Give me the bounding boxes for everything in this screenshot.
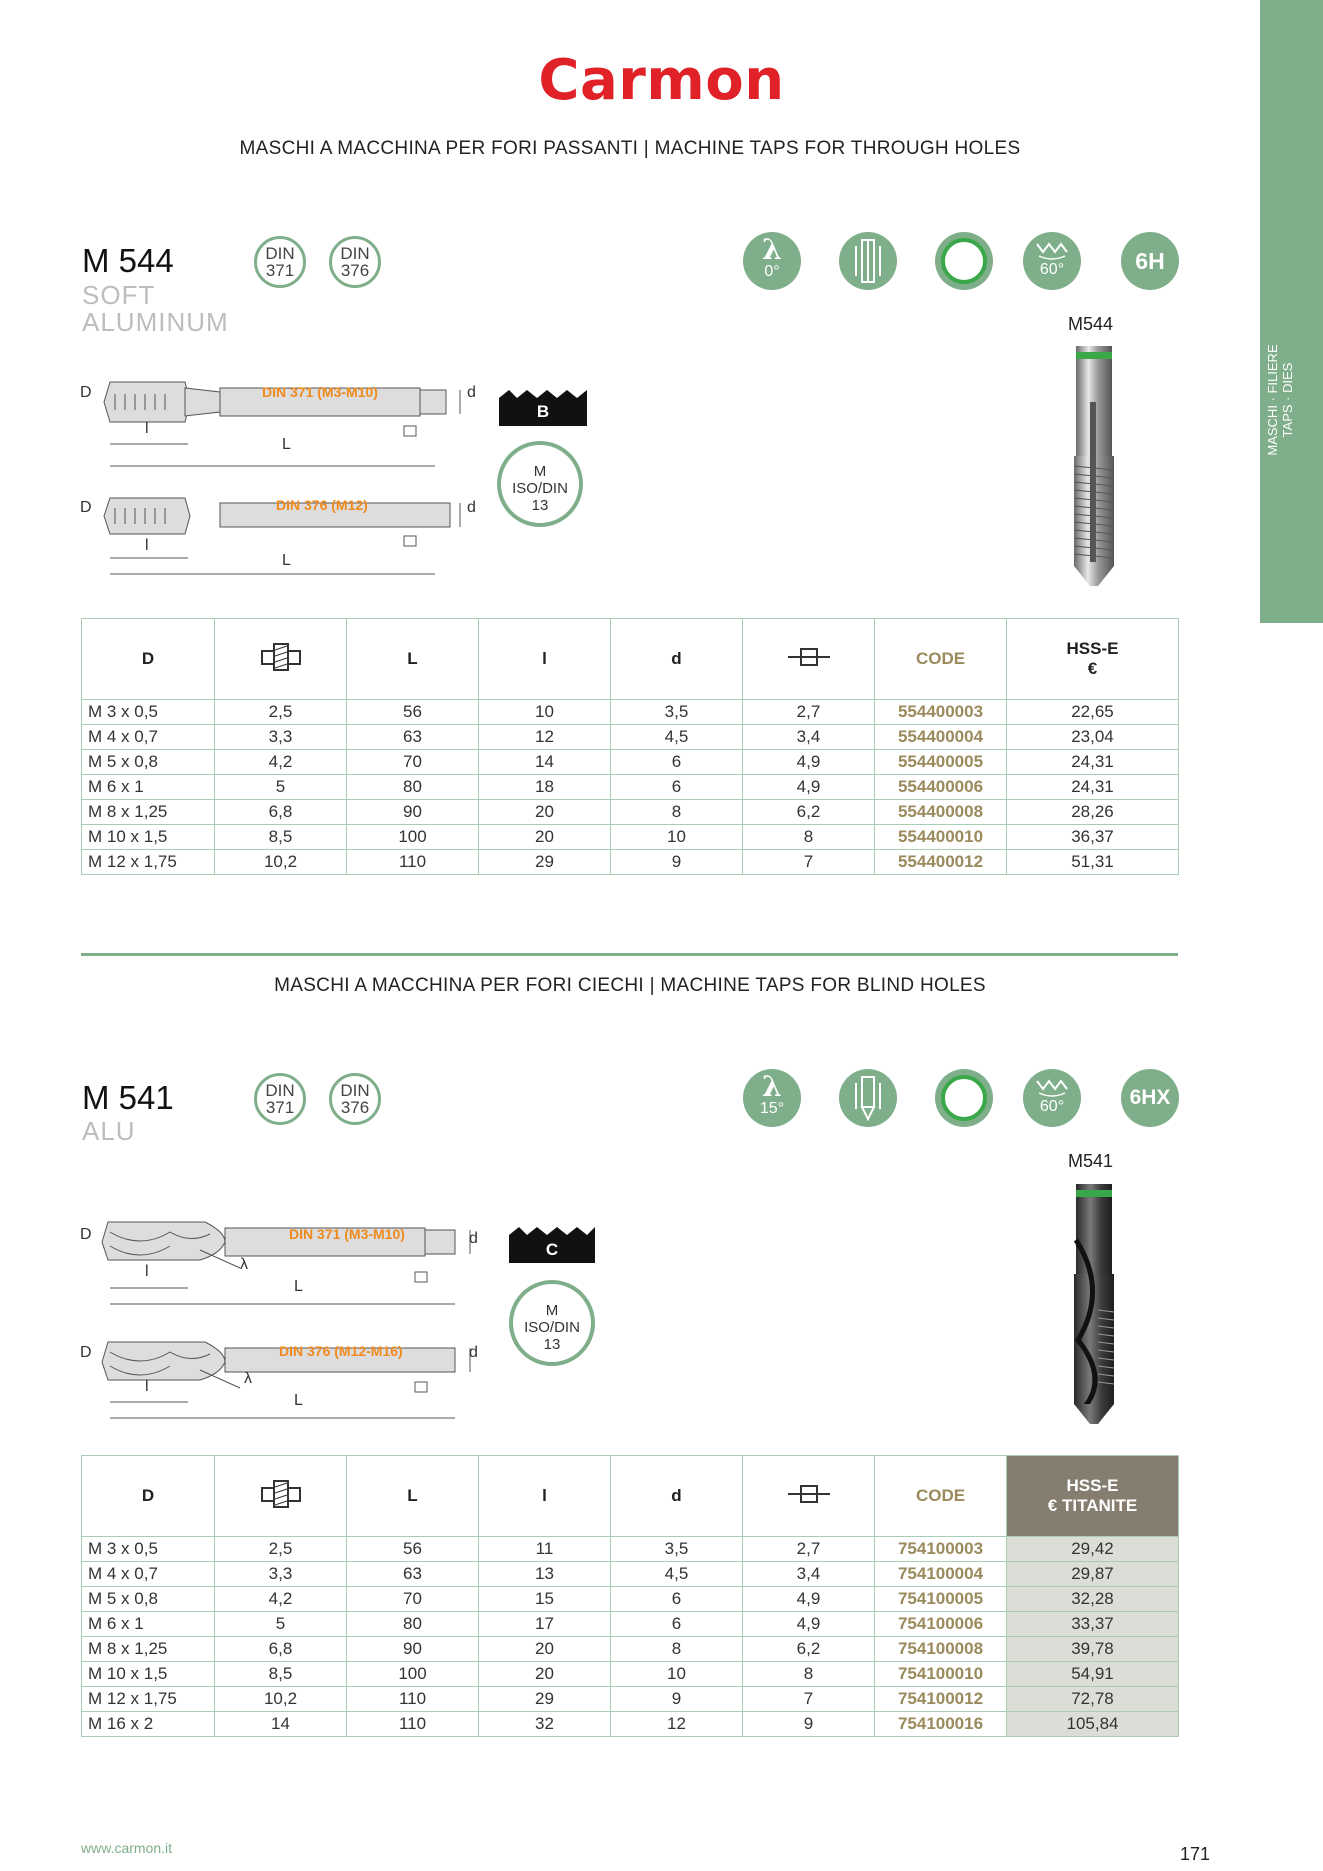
shank-cell: 6 [611,750,743,775]
section-divider [81,953,1178,956]
drill-cell: 14 [215,1712,347,1737]
square-cell: 4,9 [743,775,875,800]
square-cell: 9 [743,1712,875,1737]
size-cell: M 10 x 1,5 [82,1662,215,1687]
thread-length-cell: 32 [479,1712,611,1737]
din376-label-2: DIN 376 (M12-M16) [279,1343,403,1359]
shank-cell: 8 [611,800,743,825]
shank-cell: 3,5 [611,700,743,725]
square-cell: 4,9 [743,1587,875,1612]
section1-sub1: SOFT [82,280,156,310]
size-cell: M 12 x 1,75 [82,850,215,875]
size-cell: M 8 x 1,25 [82,1637,215,1662]
thread-length-cell: 20 [479,1637,611,1662]
square-cell: 4,9 [743,1612,875,1637]
length-cell: 63 [347,1562,479,1587]
price-cell: 29,87 [1007,1562,1179,1587]
square-cell: 6,2 [743,800,875,825]
size-cell: M 16 x 2 [82,1712,215,1737]
size-cell: M 12 x 1,75 [82,1687,215,1712]
shank-cell: 6 [611,775,743,800]
code-cell: 554400008 [875,800,1007,825]
code-cell: 754100008 [875,1637,1007,1662]
drill-size-icon [215,1456,347,1537]
square-cell: 2,7 [743,1537,875,1562]
code-cell: 554400003 [875,700,1007,725]
code-cell: 754100004 [875,1562,1007,1587]
thread-length-cell: 20 [479,1662,611,1687]
dim-l-2: l [145,1263,149,1280]
length-cell: 63 [347,725,479,750]
col-code: CODE [875,619,1007,700]
side-category-tab [1260,0,1323,623]
size-cell: M 6 x 1 [82,1612,215,1637]
size-cell: M 4 x 0,7 [82,1562,215,1587]
shank-cell: 4,5 [611,1562,743,1587]
price-cell: 24,31 [1007,775,1179,800]
thread-length-cell: 20 [479,825,611,850]
shank-cell: 9 [611,850,743,875]
thread-length-cell: 11 [479,1537,611,1562]
table-row [82,775,1179,800]
price-cell: 72,78 [1007,1687,1179,1712]
dim-d-2b: d [469,1344,478,1361]
sidebar-line-1: MASCHI · FILIERE [1265,344,1280,456]
table-row [82,850,1179,875]
square-cell: 7 [743,1687,875,1712]
table-header-row [82,1456,1179,1537]
price-cell: 36,37 [1007,825,1179,850]
dim-d-1: d [467,384,476,401]
spec-table-m544 [81,618,1179,875]
price-cell: 51,31 [1007,850,1179,875]
dim-l-1: l [145,420,149,437]
price-cell: 33,37 [1007,1612,1179,1637]
shank-cell: 6 [611,1612,743,1637]
thread-length-cell: 29 [479,850,611,875]
code-cell: 554400005 [875,750,1007,775]
price-cell: 105,84 [1007,1712,1179,1737]
drill-cell: 6,8 [215,800,347,825]
dim-lambda-2b: λ [244,1370,252,1387]
size-cell: M 10 x 1,5 [82,825,215,850]
code-cell: 754100016 [875,1712,1007,1737]
dim-L-1b: L [282,552,291,569]
code-cell: 754100003 [875,1537,1007,1562]
table-row [82,1612,1179,1637]
tolerance-badge: 6H [1121,232,1179,290]
thread-length-cell: 13 [479,1562,611,1587]
price-cell: 32,28 [1007,1587,1179,1612]
shank-cell: 4,5 [611,725,743,750]
brand-logo: Carmon [538,48,785,113]
thread-length-cell: 20 [479,800,611,825]
drill-size-icon [215,619,347,700]
square-cell: 4,9 [743,750,875,775]
section2-heading: MASCHI A MACCHINA PER FORI CIECHI | MACHINE TAPS FOR BLIND HOLES [274,975,986,996]
thread-length-cell: 15 [479,1587,611,1612]
green-ring-icon [935,232,993,290]
size-cell: M 3 x 0,5 [82,700,215,725]
section1-model: M 544 [82,242,174,279]
drill-cell: 8,5 [215,825,347,850]
square-size-icon [743,1456,875,1537]
code-cell: 554400006 [875,775,1007,800]
size-cell: M 5 x 0,8 [82,750,215,775]
helix-angle-icon: λ 0° [743,232,801,290]
helix-angle-icon-2: λ 15° [743,1069,801,1127]
col-price-titanite: HSS-E € TITANITE [1007,1456,1179,1537]
dim-d-1b: d [467,499,476,516]
thread-angle-icon-2: 60° [1023,1069,1081,1127]
din376-label-1: DIN 376 (M12) [276,497,368,513]
dim-lambda-2: λ [240,1256,248,1273]
tool-image-m544 [1068,342,1120,590]
table-row [82,1562,1179,1587]
size-cell: M 3 x 0,5 [82,1537,215,1562]
thread-angle-icon: 60° [1023,232,1081,290]
shank-cell: 10 [611,1662,743,1687]
size-cell: M 4 x 0,7 [82,725,215,750]
tool-label-2: M541 [1068,1151,1114,1171]
price-cell: 24,31 [1007,750,1179,775]
drill-cell: 2,5 [215,700,347,725]
straight-flute-icon [839,232,897,290]
din-376-badge-2: DIN 376 [329,1073,381,1125]
section2-model: M 541 [82,1079,174,1116]
table-header-row [82,619,1179,700]
table-row [82,700,1179,725]
din371-label-2: DIN 371 (M3-M10) [289,1226,405,1242]
col-D: D [82,619,215,700]
dim-d-2: d [469,1230,478,1247]
dim-D-2b: D [80,1344,92,1361]
section1-sub2: ALUMINUM [82,307,229,337]
shank-cell: 9 [611,1687,743,1712]
drill-cell: 10,2 [215,1687,347,1712]
tap-technical-drawing-2 [80,1210,500,1424]
din-376-badge: DIN 376 [329,236,381,288]
spiral-point-icon [839,1069,897,1127]
code-cell: 754100006 [875,1612,1007,1637]
length-cell: 56 [347,1537,479,1562]
length-cell: 56 [347,700,479,725]
code-cell: 754100005 [875,1587,1007,1612]
length-cell: 70 [347,1587,479,1612]
col-L: L [347,619,479,700]
table-row [82,750,1179,775]
square-cell: 7 [743,850,875,875]
col-code: CODE [875,1456,1007,1537]
col-l: l [479,1456,611,1537]
code-cell: 554400012 [875,850,1007,875]
drill-cell: 3,3 [215,1562,347,1587]
thread-length-cell: 17 [479,1612,611,1637]
drill-cell: 6,8 [215,1637,347,1662]
dim-D-1b: D [80,499,92,516]
length-cell: 80 [347,1612,479,1637]
tool-image-m541 [1068,1180,1120,1428]
drill-cell: 5 [215,1612,347,1637]
drill-cell: 4,2 [215,1587,347,1612]
length-cell: 110 [347,1687,479,1712]
length-cell: 110 [347,850,479,875]
shank-cell: 3,5 [611,1537,743,1562]
length-cell: 100 [347,825,479,850]
iso-din-13-badge: M ISO/DIN 13 [497,441,583,527]
din-371-badge-2: DIN 371 [254,1073,306,1125]
chamfer-form-c-label: C [545,1240,559,1259]
thread-length-cell: 29 [479,1687,611,1712]
shank-cell: 8 [611,1637,743,1662]
dim-D-1: D [80,384,92,401]
price-cell: 39,78 [1007,1637,1179,1662]
square-cell: 6,2 [743,1637,875,1662]
section2-sub1: ALU [82,1116,136,1146]
page-number: 171 [1180,1844,1211,1864]
sidebar-line-2: TAPS · DIES [1280,362,1295,438]
chamfer-form-b-label: B [536,402,550,421]
table-row [82,825,1179,850]
square-cell: 2,7 [743,700,875,725]
footer-url: www.carmon.it [81,1840,173,1856]
square-cell: 8 [743,1662,875,1687]
table-row [82,1712,1179,1737]
dim-l-1b: l [145,537,149,554]
table-row [82,800,1179,825]
code-cell: 754100010 [875,1662,1007,1687]
col-d: d [611,619,743,700]
size-cell: M 8 x 1,25 [82,800,215,825]
table-row [82,1662,1179,1687]
length-cell: 90 [347,1637,479,1662]
drill-cell: 4,2 [215,750,347,775]
col-D: D [82,1456,215,1537]
table-row [82,1537,1179,1562]
square-cell: 8 [743,825,875,850]
section1-heading: MASCHI A MACCHINA PER FORI PASSANTI | MACHINE TAPS FOR THROUGH HOLES [239,138,1021,159]
dim-L-1: L [282,436,291,453]
price-cell: 29,42 [1007,1537,1179,1562]
thread-length-cell: 14 [479,750,611,775]
din371-label-1: DIN 371 (M3-M10) [262,384,378,400]
shank-cell: 10 [611,825,743,850]
code-cell: 754100012 [875,1687,1007,1712]
dim-l-2b: l [145,1378,149,1395]
table-row [82,725,1179,750]
price-cell: 23,04 [1007,725,1179,750]
thread-length-cell: 12 [479,725,611,750]
thread-length-cell: 18 [479,775,611,800]
length-cell: 110 [347,1712,479,1737]
table-row [82,1687,1179,1712]
drill-cell: 3,3 [215,725,347,750]
col-L: L [347,1456,479,1537]
price-cell: 28,26 [1007,800,1179,825]
drill-cell: 10,2 [215,850,347,875]
length-cell: 80 [347,775,479,800]
col-d: d [611,1456,743,1537]
col-price: HSS-E € [1007,619,1179,700]
drill-cell: 8,5 [215,1662,347,1687]
drill-cell: 5 [215,775,347,800]
table-row [82,1587,1179,1612]
tool-label: M544 [1068,314,1114,334]
dim-D-2: D [80,1226,92,1243]
price-cell: 54,91 [1007,1662,1179,1687]
price-cell: 22,65 [1007,700,1179,725]
square-cell: 3,4 [743,725,875,750]
length-cell: 90 [347,800,479,825]
length-cell: 70 [347,750,479,775]
size-cell: M 6 x 1 [82,775,215,800]
din-371-badge: DIN 371 [254,236,306,288]
code-cell: 554400010 [875,825,1007,850]
shank-cell: 6 [611,1587,743,1612]
table-row [82,1637,1179,1662]
shank-cell: 12 [611,1712,743,1737]
dim-L-2: L [294,1278,303,1295]
size-cell: M 5 x 0,8 [82,1587,215,1612]
green-ring-icon-2 [935,1069,993,1127]
col-l: l [479,619,611,700]
square-size-icon [743,619,875,700]
dim-L-2b: L [294,1392,303,1409]
tolerance-badge-2: 6HX [1121,1069,1179,1127]
drill-cell: 2,5 [215,1537,347,1562]
iso-din-13-badge-2: M ISO/DIN 13 [509,1280,595,1366]
code-cell: 554400004 [875,725,1007,750]
thread-length-cell: 10 [479,700,611,725]
spec-table-m541 [81,1455,1179,1737]
length-cell: 100 [347,1662,479,1687]
square-cell: 3,4 [743,1562,875,1587]
